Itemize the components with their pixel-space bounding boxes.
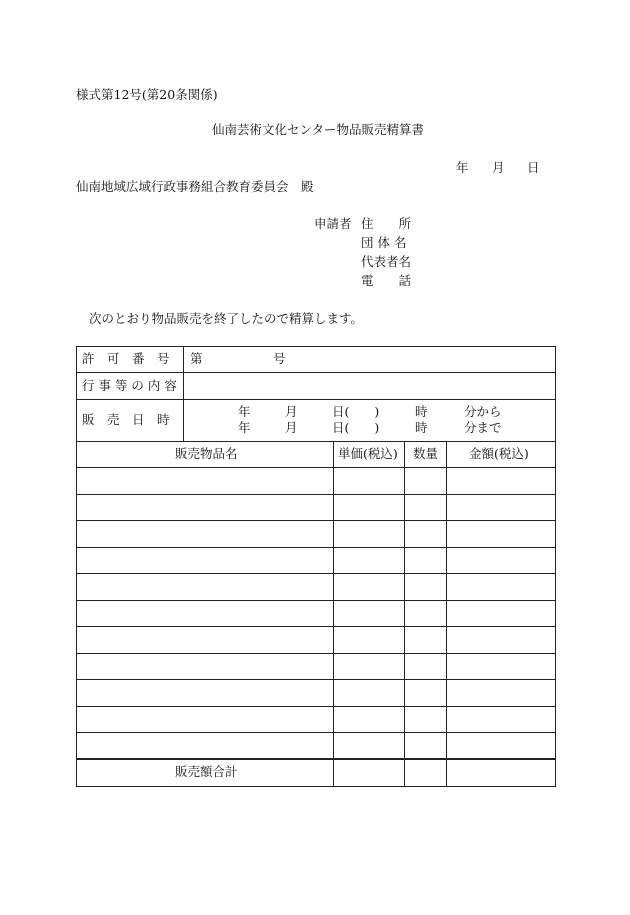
sale-datetime-label: 販 売 日 時 [82, 412, 170, 427]
end-minute-label: 分まで [464, 420, 502, 435]
table-col-divider [404, 441, 405, 787]
table-col-divider [446, 441, 447, 787]
applicant-group-label: 団 体 名 [361, 235, 407, 250]
date-day-label: 日 [527, 160, 540, 175]
form-table [76, 346, 556, 787]
table-rule [76, 494, 556, 495]
table-border-bottom [76, 786, 556, 787]
applicant-representative-label: 代表者名 [361, 254, 412, 269]
table-rule-total [76, 758, 556, 760]
end-month-label: 月 [285, 420, 298, 435]
table-rule [76, 399, 556, 400]
col-header-quantity: 数量 [413, 446, 439, 461]
date-month-label: 月 [492, 160, 505, 175]
event-content-label: 行 事 等 の 内 容 [82, 378, 177, 393]
table-rule [76, 679, 556, 680]
permit-number-label: 許 可 番 号 [82, 351, 170, 366]
start-year-label: 年 [238, 404, 251, 419]
applicant-address-label: 住 所 [361, 216, 412, 231]
table-col-divider [333, 441, 334, 787]
total-label: 販売額合計 [175, 764, 238, 779]
table-rule [76, 441, 556, 442]
table-rule [76, 653, 556, 654]
end-hour-label: 時 [415, 420, 428, 435]
table-border-top [76, 346, 556, 347]
date-year-label: 年 [456, 160, 469, 175]
permit-number-go: 号 [273, 351, 286, 366]
table-rule [76, 732, 556, 733]
addressee: 仙南地域広域行政事務組合教育委員会 殿 [76, 179, 314, 194]
end-day-label: 日( ) [332, 420, 380, 435]
statement: 次のとおり物品販売を終了したので精算します。 [89, 311, 364, 326]
end-year-label: 年 [238, 420, 251, 435]
form-number: 様式第12号(第20条関係) [76, 87, 218, 102]
table-rule [76, 547, 556, 548]
table-rule [76, 372, 556, 373]
table-rule [76, 573, 556, 574]
table-border-right [555, 346, 556, 787]
start-month-label: 月 [285, 404, 298, 419]
start-hour-label: 時 [415, 404, 428, 419]
start-minute-label: 分から [464, 404, 502, 419]
table-rule [76, 600, 556, 601]
col-header-amount: 金額(税込) [469, 446, 529, 461]
applicant-label: 申請者 [314, 216, 352, 231]
table-rule [76, 706, 556, 707]
table-rule [76, 626, 556, 627]
applicant-phone-label: 電 話 [361, 273, 412, 288]
table-divider-upper [183, 346, 184, 441]
start-day-label: 日( ) [332, 404, 380, 419]
page-title: 仙南芸術文化センター物品販売精算書 [212, 122, 425, 137]
col-header-unit-price: 単価(税込) [338, 446, 398, 461]
table-rule [76, 520, 556, 521]
col-header-item-name: 販売物品名 [175, 446, 238, 461]
table-border-left [76, 346, 77, 787]
permit-number-dai: 第 [190, 351, 203, 366]
table-rule [76, 467, 556, 468]
